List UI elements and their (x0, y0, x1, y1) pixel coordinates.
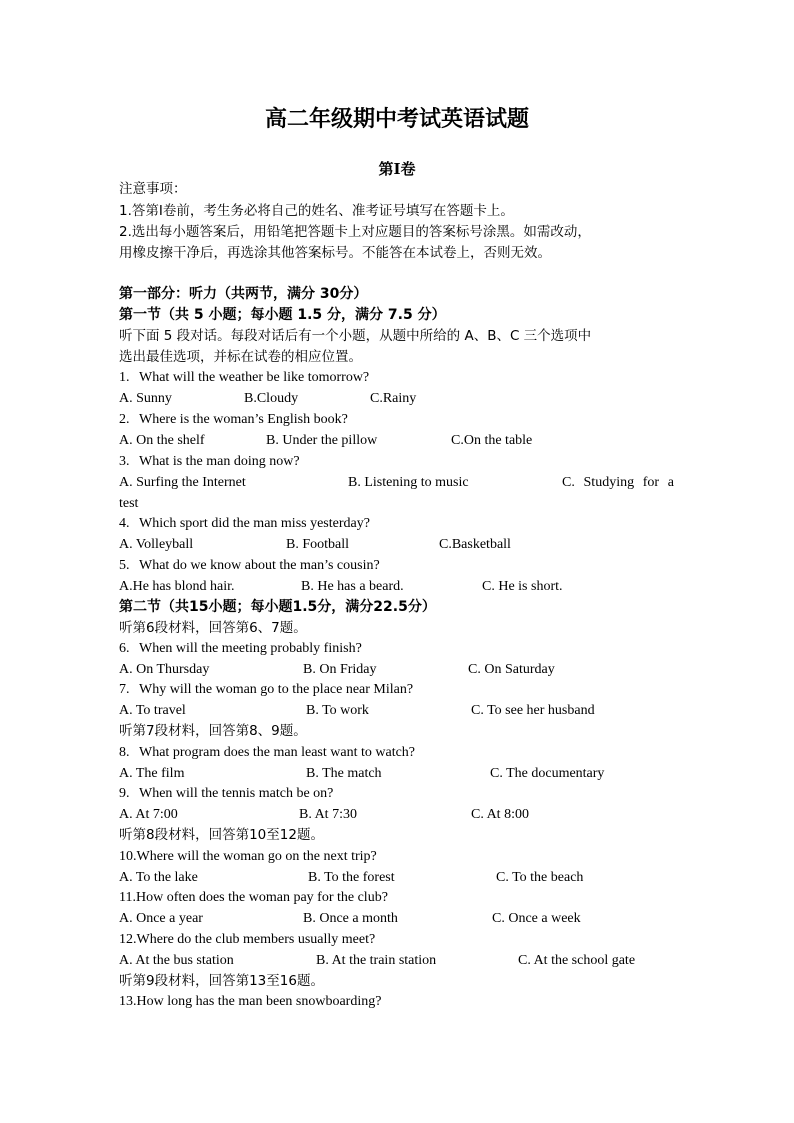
q10-option-a: A. To the lake (119, 870, 198, 885)
q1-option-b: B.Cloudy (244, 391, 299, 406)
question-number: 13. (119, 994, 137, 1009)
question-number: 12. (119, 932, 137, 947)
question-number: 2. (119, 412, 130, 427)
question-text: Why will the woman go to the place near Milan? (139, 682, 414, 697)
q8-option-b: B. The match (306, 766, 382, 781)
question-6 (119, 639, 362, 659)
question-number: 7. (119, 682, 130, 697)
question-number: 1. (119, 370, 130, 385)
section2-heading: 第二节（共15小题；每小题1.5分，满分22.5分） (119, 599, 436, 615)
q12-option-b: B. At the train station (316, 953, 437, 968)
question-text: How long has the man been snowboarding? (136, 994, 382, 1009)
q10-option-b: B. To the forest (308, 870, 395, 885)
notice-item-2-line-2: 用橡皮擦干净后，再选涂其他答案标号。不能答在本试卷上，否则无效。 (119, 245, 551, 261)
volume-label: 第Ⅰ卷 (378, 160, 416, 178)
question-number: 6. (119, 641, 130, 656)
q7-option-b: B. To work (306, 703, 369, 718)
question-2 (119, 410, 348, 430)
question-number: 9. (119, 786, 130, 801)
q4-option-b: B. Football (286, 537, 350, 552)
question-5 (119, 556, 380, 576)
q9-option-a: A. At 7:00 (119, 807, 178, 822)
question-number: 8. (119, 745, 130, 760)
question-1 (119, 368, 369, 388)
q12-option-c: C. At the school gate (518, 953, 636, 968)
exam-title: 高二年级期中考试英语试题 (264, 106, 529, 132)
q9-option-b: B. At 7:30 (299, 807, 357, 822)
question-number: 10. (119, 849, 137, 864)
instruction-line-2: 选出最佳选项，并标在试卷的相应位置。 (119, 349, 362, 365)
question-text: What is the man doing now? (139, 454, 300, 469)
q9-option-c: C. At 8:00 (471, 807, 529, 822)
question-4 (119, 514, 370, 534)
question-number: 5. (119, 558, 130, 573)
question-number: 4. (119, 516, 130, 531)
question-12 (119, 930, 375, 950)
question-text: What program does the man least want to watch? (139, 745, 416, 760)
q7-option-a: A. To travel (119, 703, 186, 718)
question-7 (119, 680, 413, 700)
question-number: 11. (119, 890, 136, 905)
q5-option-c: C. He is short. (482, 579, 563, 594)
q3-option-c-continued: test (119, 496, 139, 511)
q6-option-a: A. On Thursday (119, 662, 210, 677)
question-8 (119, 743, 415, 763)
question-text: How often does the woman pay for the club? (135, 890, 388, 905)
q10-option-c: C. To the beach (496, 870, 584, 885)
notice-heading: 注意事项： (119, 181, 187, 197)
question-3 (119, 452, 300, 472)
q5-option-a: A.He has blond hair. (119, 579, 235, 594)
question-9 (119, 784, 333, 804)
q11-option-b: B. Once a month (303, 911, 398, 926)
q1-option-a: A. Sunny (119, 391, 172, 406)
material-8-instruction: 听第8段材料，回答第10至12题。 (119, 827, 324, 843)
q12-option-a: A. At the bus station (119, 953, 234, 968)
question-11 (119, 888, 388, 908)
notice-item-2-line-1: 2.选出每小题答案后，用铅笔把答题卡上对应题目的答案标号涂黑。如需改动， (119, 224, 591, 240)
question-text: What will the weather be like tomorrow? (139, 370, 370, 385)
q3-option-c: C. Studying for a (562, 475, 674, 490)
material-9-instruction: 听第9段材料，回答第13至16题。 (119, 973, 324, 989)
q2-option-b: B. Under the pillow (266, 433, 378, 448)
q8-option-c: C. The documentary (490, 766, 605, 781)
q11-option-c: C. Once a week (492, 911, 581, 926)
question-text: Where will the woman go on the next trip? (136, 849, 377, 864)
q3-option-b: B. Listening to music (348, 475, 469, 490)
instruction-line-1: 听下面 5 段对话。每段对话后有一个小题，从题中所给的 A、B、C 三个选项中 (119, 328, 592, 344)
q7-option-c: C. To see her husband (471, 703, 595, 718)
question-text: When will the tennis match be on? (139, 786, 334, 801)
q8-option-a: A. The film (119, 766, 185, 781)
q3-option-a: A. Surfing the Internet (119, 475, 246, 490)
q4-option-c: C.Basketball (439, 537, 511, 552)
question-13 (119, 992, 381, 1012)
question-text: Which sport did the man miss yesterday? (139, 516, 370, 531)
q2-option-c: C.On the table (451, 433, 533, 448)
question-text: Where do the club members usually meet? (136, 932, 376, 947)
q6-option-b: B. On Friday (303, 662, 377, 677)
question-10 (119, 847, 377, 867)
q2-option-a: A. On the shelf (119, 433, 205, 448)
question-text: Where is the woman’s English book? (139, 412, 348, 427)
material-6-instruction: 听第6段材料，回答第6、7题。 (119, 620, 307, 636)
question-text: When will the meeting probably finish? (139, 641, 362, 656)
q6-option-c: C. On Saturday (468, 662, 555, 677)
question-number: 3. (119, 454, 130, 469)
notice-item-1: 1.答第Ⅰ卷前，考生务必将自己的姓名、准考证号填写在答题卡上。 (119, 203, 514, 219)
material-7-instruction: 听第7段材料，回答第8、9题。 (119, 723, 307, 739)
q5-option-b: B. He has a beard. (301, 579, 404, 594)
q4-option-a: A. Volleyball (119, 537, 194, 552)
q1-option-c: C.Rainy (370, 391, 417, 406)
part1-heading: 第一部分：听力（共两节，满分 30分） (119, 286, 368, 302)
q11-option-a: A. Once a year (119, 911, 203, 926)
section1-heading: 第一节（共 5 小题；每小题 1.5 分，满分 7.5 分） (119, 307, 446, 323)
question-text: What do we know about the man’s cousin? (139, 558, 380, 573)
